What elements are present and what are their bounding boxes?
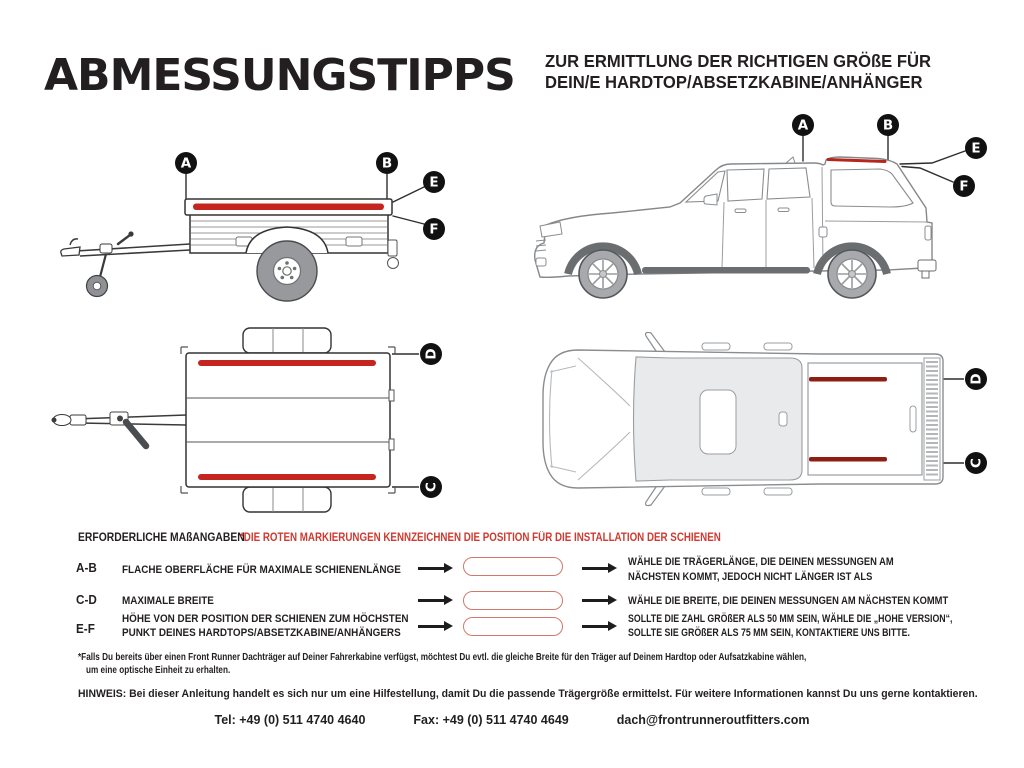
jockey-wheel bbox=[87, 244, 113, 297]
marker-e-label: E bbox=[429, 174, 439, 191]
marker-f-label: F bbox=[429, 221, 439, 238]
marker-c-trailer-top bbox=[420, 476, 442, 498]
row-result-line1: WÄHLE DIE TRÄGERLÄNGE, DIE DEINEN MESSUNGEN AM bbox=[628, 556, 894, 568]
arrow-right-icon bbox=[582, 625, 608, 628]
hinweis-note: HINWEIS: Bei dieser Anleitung handelt es sich nur um eine Hilfestellung, damit Du die passende Trägergröße ermittelst. Für weitere Informationen kannst Du uns gerne kontaktieren. bbox=[78, 688, 978, 700]
marker-e-truck-side bbox=[965, 137, 987, 159]
marker-d-label: D bbox=[423, 348, 440, 360]
row-result-line1: SOLLTE DIE ZAHL GRÖßER ALS 50 MM SEIN, WÄHLE DIE „HOHE VERSION“, bbox=[628, 613, 953, 625]
measurement-field-ab bbox=[463, 557, 563, 576]
trailer-drawbar-top bbox=[52, 412, 187, 446]
row-code: C-D bbox=[76, 592, 97, 607]
bed-handle bbox=[779, 412, 787, 426]
marker-e-label: E bbox=[971, 140, 981, 157]
red-markings-note bbox=[240, 531, 806, 545]
bed-rail-handle bbox=[910, 406, 916, 432]
footnote-line1: *Falls Du bereits über einen Front Runner Dachträger auf Deiner Fahrerkabine verfügst, möchtest Du evtl. die gleiche Breite für den Träger auf Deinem Hardtop oder Aufsatzkabine wählen, bbox=[78, 651, 807, 663]
row-description: MAXIMALE BREITE bbox=[122, 595, 214, 607]
row-code: E-F bbox=[76, 621, 95, 636]
subtitle-line2: DEIN/E HARDTOP/ABSETZKABINE/ANHÄNGER bbox=[545, 72, 923, 92]
handbrake-lever bbox=[126, 422, 146, 446]
rail-marking-red-stripe bbox=[193, 204, 384, 211]
marker-b-trailer-side bbox=[376, 152, 398, 174]
rear-wheel bbox=[828, 250, 876, 298]
bed-marking-red-stripe-top bbox=[809, 377, 887, 382]
marker-b-label: B bbox=[381, 155, 393, 172]
marker-d-trailer-top bbox=[420, 343, 442, 365]
marker-a-label: A bbox=[180, 155, 192, 172]
marker-b-truck-side bbox=[877, 114, 899, 136]
marker-e-trailer-side bbox=[423, 171, 445, 193]
footnote-line2: um eine optische Einheit zu erhalten. bbox=[86, 664, 231, 676]
row-description: FLACHE OBERFLÄCHE FÜR MAXIMALE SCHIENENLÄNGE bbox=[122, 564, 401, 576]
measurement-row-ef bbox=[0, 610, 1024, 650]
marker-d-label: D bbox=[968, 373, 985, 385]
subtitle-line1: ZUR ERMITTLUNG DER RICHTIGEN GRÖßE FÜR bbox=[545, 51, 932, 71]
measurement-field-cd bbox=[463, 591, 563, 610]
trailer-drawbar bbox=[61, 231, 190, 256]
row-result-line2: NÄCHSTEN KOMMT, JEDOCH NICHT LÄNGER IST ALS bbox=[628, 571, 873, 583]
bed-marking-red-stripe-bottom bbox=[809, 457, 887, 462]
trailer-wheel bbox=[257, 241, 317, 301]
canopy-marking-red-stripe bbox=[828, 160, 885, 162]
tow-hitch bbox=[922, 271, 929, 278]
page-subtitle bbox=[545, 51, 951, 93]
arrow-right-icon bbox=[418, 567, 444, 570]
measurement-row-ab bbox=[0, 554, 1024, 590]
trailer-deck bbox=[186, 353, 390, 487]
truck-side-view-drawing bbox=[520, 110, 1000, 310]
trailer-top-view-drawing bbox=[40, 320, 460, 520]
connector-lines bbox=[392, 354, 419, 487]
marker-f-label: F bbox=[959, 178, 969, 195]
row-description-line2: PUNKT DEINES HARDTOPS/ABSETZKABINE/ANHÄNGERS bbox=[122, 627, 401, 639]
headlight bbox=[540, 222, 562, 237]
rear-bumper bbox=[918, 260, 936, 271]
row-description-line1: HÖHE VON DER POSITION DER SCHIENEN ZUM HÖCHSTEN bbox=[122, 613, 409, 625]
marker-f-trailer-side bbox=[423, 218, 445, 240]
sunroof bbox=[700, 390, 736, 454]
footer-email: dach@frontrunneroutfitters.com bbox=[616, 713, 810, 727]
arrow-right-icon bbox=[418, 625, 444, 628]
taillight bbox=[925, 226, 931, 240]
marker-a-label: A bbox=[797, 117, 809, 134]
trailer-top-rail bbox=[185, 199, 392, 215]
page-title: ABMESSUNGSTIPPS bbox=[44, 50, 515, 101]
front-wheel bbox=[579, 250, 627, 298]
marker-f-truck-side bbox=[953, 175, 975, 197]
roof-fin bbox=[786, 157, 795, 163]
trailer-side-view-drawing bbox=[40, 130, 460, 320]
section-title-text: ERFORDERLICHE MAßANGABEN bbox=[78, 532, 245, 544]
measurement-field-ef bbox=[463, 617, 563, 636]
arrow-right-icon bbox=[418, 599, 444, 602]
rail-marking-red-stripe-bottom bbox=[198, 474, 376, 480]
arrow-right-icon bbox=[582, 599, 608, 602]
red-markings-note-text: *DIE ROTEN MARKIERUNGEN KENNZEICHNEN DIE POSITION FÜR DIE INSTALLATION DER SCHIENEN bbox=[240, 532, 721, 544]
rail-marking-red-stripe-top bbox=[198, 360, 376, 366]
trailer-rear-details bbox=[388, 240, 399, 269]
fuel-door bbox=[819, 227, 827, 237]
row-result-line1: WÄHLE DIE BREITE, DIE DEINEN MESSUNGEN AM NÄCHSTEN KOMMT bbox=[628, 595, 949, 607]
footer-contacts bbox=[0, 713, 1024, 727]
marker-a-trailer-side bbox=[175, 152, 197, 174]
truck-top-view-drawing bbox=[520, 330, 1000, 520]
marker-d-truck-top bbox=[965, 368, 987, 390]
marker-c-label: C bbox=[968, 458, 985, 468]
marker-b-label: B bbox=[882, 117, 894, 134]
running-board bbox=[642, 267, 810, 274]
footer-fax: Fax: +49 (0) 511 4740 4649 bbox=[413, 713, 569, 727]
row-code: A-B bbox=[76, 560, 97, 575]
marker-c-truck-top bbox=[965, 452, 987, 474]
footer-tel: Tel: +49 (0) 511 4740 4640 bbox=[214, 713, 366, 727]
arrow-right-icon bbox=[582, 567, 608, 570]
marker-c-label: C bbox=[423, 482, 440, 492]
measurements-section-title bbox=[78, 531, 263, 545]
marker-a-truck-side bbox=[792, 114, 814, 136]
row-result-line2: SOLLTE SIE GRÖßER ALS 75 MM SEIN, KONTAKTIERE UNS BITTE. bbox=[628, 627, 910, 639]
side-mirror bbox=[704, 194, 717, 205]
